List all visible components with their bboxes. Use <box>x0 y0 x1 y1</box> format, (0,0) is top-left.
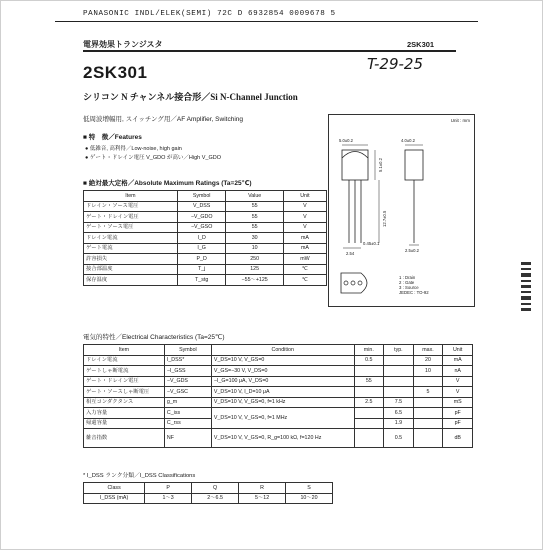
classification-table <box>83 482 333 504</box>
cell: V <box>443 376 473 387</box>
cell: NF <box>164 429 211 448</box>
column-header: Item <box>84 345 165 356</box>
package-name: JEDEC : TO-92 <box>399 290 429 295</box>
cell: 55 <box>226 212 283 223</box>
table-row <box>84 397 473 408</box>
cell: −I_G=100 μA, V_DS=0 <box>211 376 354 387</box>
cell: 7.5 <box>384 397 414 408</box>
category-label: 電界効果トランジスタ <box>83 40 163 49</box>
table-row <box>84 366 473 377</box>
dim-label: 0.45±0.1 <box>363 241 380 246</box>
handwritten-note: T-29-25 <box>367 55 424 73</box>
cell: 55 <box>226 222 283 233</box>
cell: 55 <box>226 201 283 212</box>
abs-max-heading: ■ 絶対最大定格／Absolute Maximum Ratings (Ta=25℃) <box>83 180 252 187</box>
table-header-row <box>84 191 327 202</box>
pin-label: 2 : Gate <box>399 280 415 285</box>
pin-label: 3 : Source <box>399 285 419 290</box>
cell: I_DSS* <box>164 355 211 366</box>
part-number-small: 2SK301 <box>407 40 435 49</box>
cell: I_D <box>177 233 226 244</box>
column-header: P <box>145 483 192 494</box>
dim-label: 5.1±0.2 <box>378 158 383 172</box>
cell: mA <box>283 233 326 244</box>
cell: −V_GSO <box>177 222 226 233</box>
scan-barcode-mark <box>521 262 531 314</box>
cell: 5 <box>413 387 443 398</box>
cell: T_stg <box>177 275 226 286</box>
column-header: Unit <box>283 191 326 202</box>
cell: V <box>283 212 326 223</box>
cell: 入力容量 <box>84 408 165 419</box>
cell: T_j <box>177 264 226 275</box>
cell: ゲート・ドレイン電圧 <box>84 376 165 387</box>
table-header-row <box>84 483 333 494</box>
column-header: Value <box>226 191 283 202</box>
cell <box>413 408 443 419</box>
dim-label: 4.0±0.2 <box>401 138 415 143</box>
pin-list <box>399 275 429 295</box>
cell: ドレイン・ソース電圧 <box>84 201 178 212</box>
cell: V_GS=−30 V, V_DS=0 <box>211 366 354 377</box>
column-header: typ. <box>384 345 414 356</box>
cell: V_DSS <box>177 201 226 212</box>
dim-label: 2.5±0.2 <box>405 248 419 253</box>
cell: mA <box>443 355 473 366</box>
cell: −V_GDS <box>164 376 211 387</box>
cell <box>384 355 414 366</box>
cell <box>384 387 414 398</box>
cell: V_DS=10 V, I_D=10 μA <box>211 387 354 398</box>
column-header: Item <box>84 191 178 202</box>
cell: ドレイン電流 <box>84 233 178 244</box>
cell <box>384 366 414 377</box>
cell <box>413 429 443 448</box>
cell: ゲートしゃ断電流 <box>84 366 165 377</box>
cell: 125 <box>226 264 283 275</box>
cell: 2～6.5 <box>192 493 239 504</box>
dim-label: 2.54 <box>346 251 355 256</box>
cell: 保存温度 <box>84 275 178 286</box>
cell: mA <box>283 243 326 254</box>
table-row <box>84 275 327 286</box>
cell: 帰還容量 <box>84 418 165 429</box>
cell <box>384 376 414 387</box>
table-row <box>84 408 473 419</box>
cell: pF <box>443 418 473 429</box>
cell: ゲート・ソースしゃ断電圧 <box>84 387 165 398</box>
subtitle: シリコン N チャンネル接合形／Si N-Channel Junction <box>83 92 298 102</box>
cell: g_m <box>164 397 211 408</box>
cell: ドレイン電流 <box>84 355 165 366</box>
cell: I_DSS (mA) <box>84 493 145 504</box>
cell: ℃ <box>283 275 326 286</box>
package-drawing-box <box>328 114 475 307</box>
cell: −55～+125 <box>226 275 283 286</box>
cell <box>354 429 384 448</box>
column-header: Condition <box>211 345 354 356</box>
column-header: S <box>286 483 333 494</box>
cell: 30 <box>226 233 283 244</box>
dim-label: 12.7±0.5 <box>382 210 387 227</box>
cell <box>354 387 384 398</box>
unit-label: Unit : mm <box>450 118 470 123</box>
feature-item: ● 低雑音, 高利得／Low-noise, high gain <box>85 146 182 152</box>
abs-max-table <box>83 190 327 286</box>
cell: mS <box>443 397 473 408</box>
features-heading: ■ 特 徴／Features <box>83 134 142 141</box>
table-row <box>84 233 327 244</box>
cell: nA <box>443 366 473 377</box>
part-number-title: 2SK301 <box>83 63 148 82</box>
cell: 55 <box>354 376 384 387</box>
table-header-row <box>84 345 473 356</box>
cell: 相互コンダクタンス <box>84 397 165 408</box>
column-header: max. <box>413 345 443 356</box>
column-header: Q <box>192 483 239 494</box>
table-row <box>84 493 333 504</box>
header-stamp: PANASONIC INDL/ELEK(SEMI) 72C D 6932854 0009678 5 <box>83 10 336 18</box>
cell <box>354 418 384 429</box>
cell: 20 <box>413 355 443 366</box>
cell: −I_GSS <box>164 366 211 377</box>
table-row <box>84 376 473 387</box>
table-row <box>84 201 327 212</box>
cell <box>413 418 443 429</box>
cell: ゲート・ソース電圧 <box>84 222 178 233</box>
feature-item: ● ゲート・ドレイン電圧 V_GDO が高い／High V_GDO <box>85 155 221 161</box>
cell: V <box>283 201 326 212</box>
cell: dB <box>443 429 473 448</box>
cell: pF <box>443 408 473 419</box>
cell: 許容損失 <box>84 254 178 265</box>
cell <box>354 366 384 377</box>
table-row <box>84 264 327 275</box>
cell: V_DS=10 V, V_GS=0 <box>211 355 354 366</box>
cell: 10 <box>413 366 443 377</box>
cell: 0.5 <box>354 355 384 366</box>
cell: ゲート電流 <box>84 243 178 254</box>
cell: P_D <box>177 254 226 265</box>
elec-table <box>83 344 473 448</box>
cell: 接合部温度 <box>84 264 178 275</box>
column-header: Symbol <box>177 191 226 202</box>
cell: 250 <box>226 254 283 265</box>
cell: I_G <box>177 243 226 254</box>
column-header: Unit <box>443 345 473 356</box>
table-row <box>84 355 473 366</box>
cell <box>413 376 443 387</box>
cell: 10 <box>226 243 283 254</box>
dim-label: 5.0±0.2 <box>339 138 353 143</box>
category-rule <box>83 50 456 52</box>
column-header: min. <box>354 345 384 356</box>
cell: V_DS=10 V, V_GS=0, f=1 kHz <box>211 397 354 408</box>
cell: mW <box>283 254 326 265</box>
table-row <box>84 254 327 265</box>
column-header: Class <box>84 483 145 494</box>
cell: −V_GSC <box>164 387 211 398</box>
table-row <box>84 222 327 233</box>
cell: ℃ <box>283 264 326 275</box>
cell: C_iss <box>164 408 211 419</box>
column-header: R <box>239 483 286 494</box>
cell: V <box>443 387 473 398</box>
table-row <box>84 243 327 254</box>
cell: 1.9 <box>384 418 414 429</box>
cell: 6.5 <box>384 408 414 419</box>
application-text: 低周波増幅用, スイッチング用／AF Amplifier, Switching <box>83 116 244 123</box>
cell: 1～3 <box>145 493 192 504</box>
datasheet-page <box>55 10 478 542</box>
cell: 2.5 <box>354 397 384 408</box>
cell: ゲート・ドレイン電圧 <box>84 212 178 223</box>
header-rule <box>55 21 478 22</box>
column-header: Symbol <box>164 345 211 356</box>
cell: C_rss <box>164 418 211 429</box>
pin-label: 1 : Drain <box>399 275 416 280</box>
cell: 雑音指数 <box>84 429 165 448</box>
cell <box>413 397 443 408</box>
cell: V_DS=10 V, V_GS=0, f=1 MHz <box>211 408 354 429</box>
cell: V <box>283 222 326 233</box>
cell: 10～20 <box>286 493 333 504</box>
cell: −V_GDO <box>177 212 226 223</box>
cell: 5～12 <box>239 493 286 504</box>
cell: 0.5 <box>384 429 414 448</box>
table-row <box>84 212 327 223</box>
classification-heading: * I_DSS ランク分類／I_DSS Classifications <box>83 473 196 479</box>
table-row <box>84 387 473 398</box>
cell: V_DS=10 V, V_GS=0, R_g=100 kΩ, f=120 Hz <box>211 429 354 448</box>
elec-heading: 電気的特性／Electrical Characteristics (Ta=25℃) <box>83 334 225 341</box>
table-row <box>84 429 473 448</box>
cell <box>354 408 384 419</box>
